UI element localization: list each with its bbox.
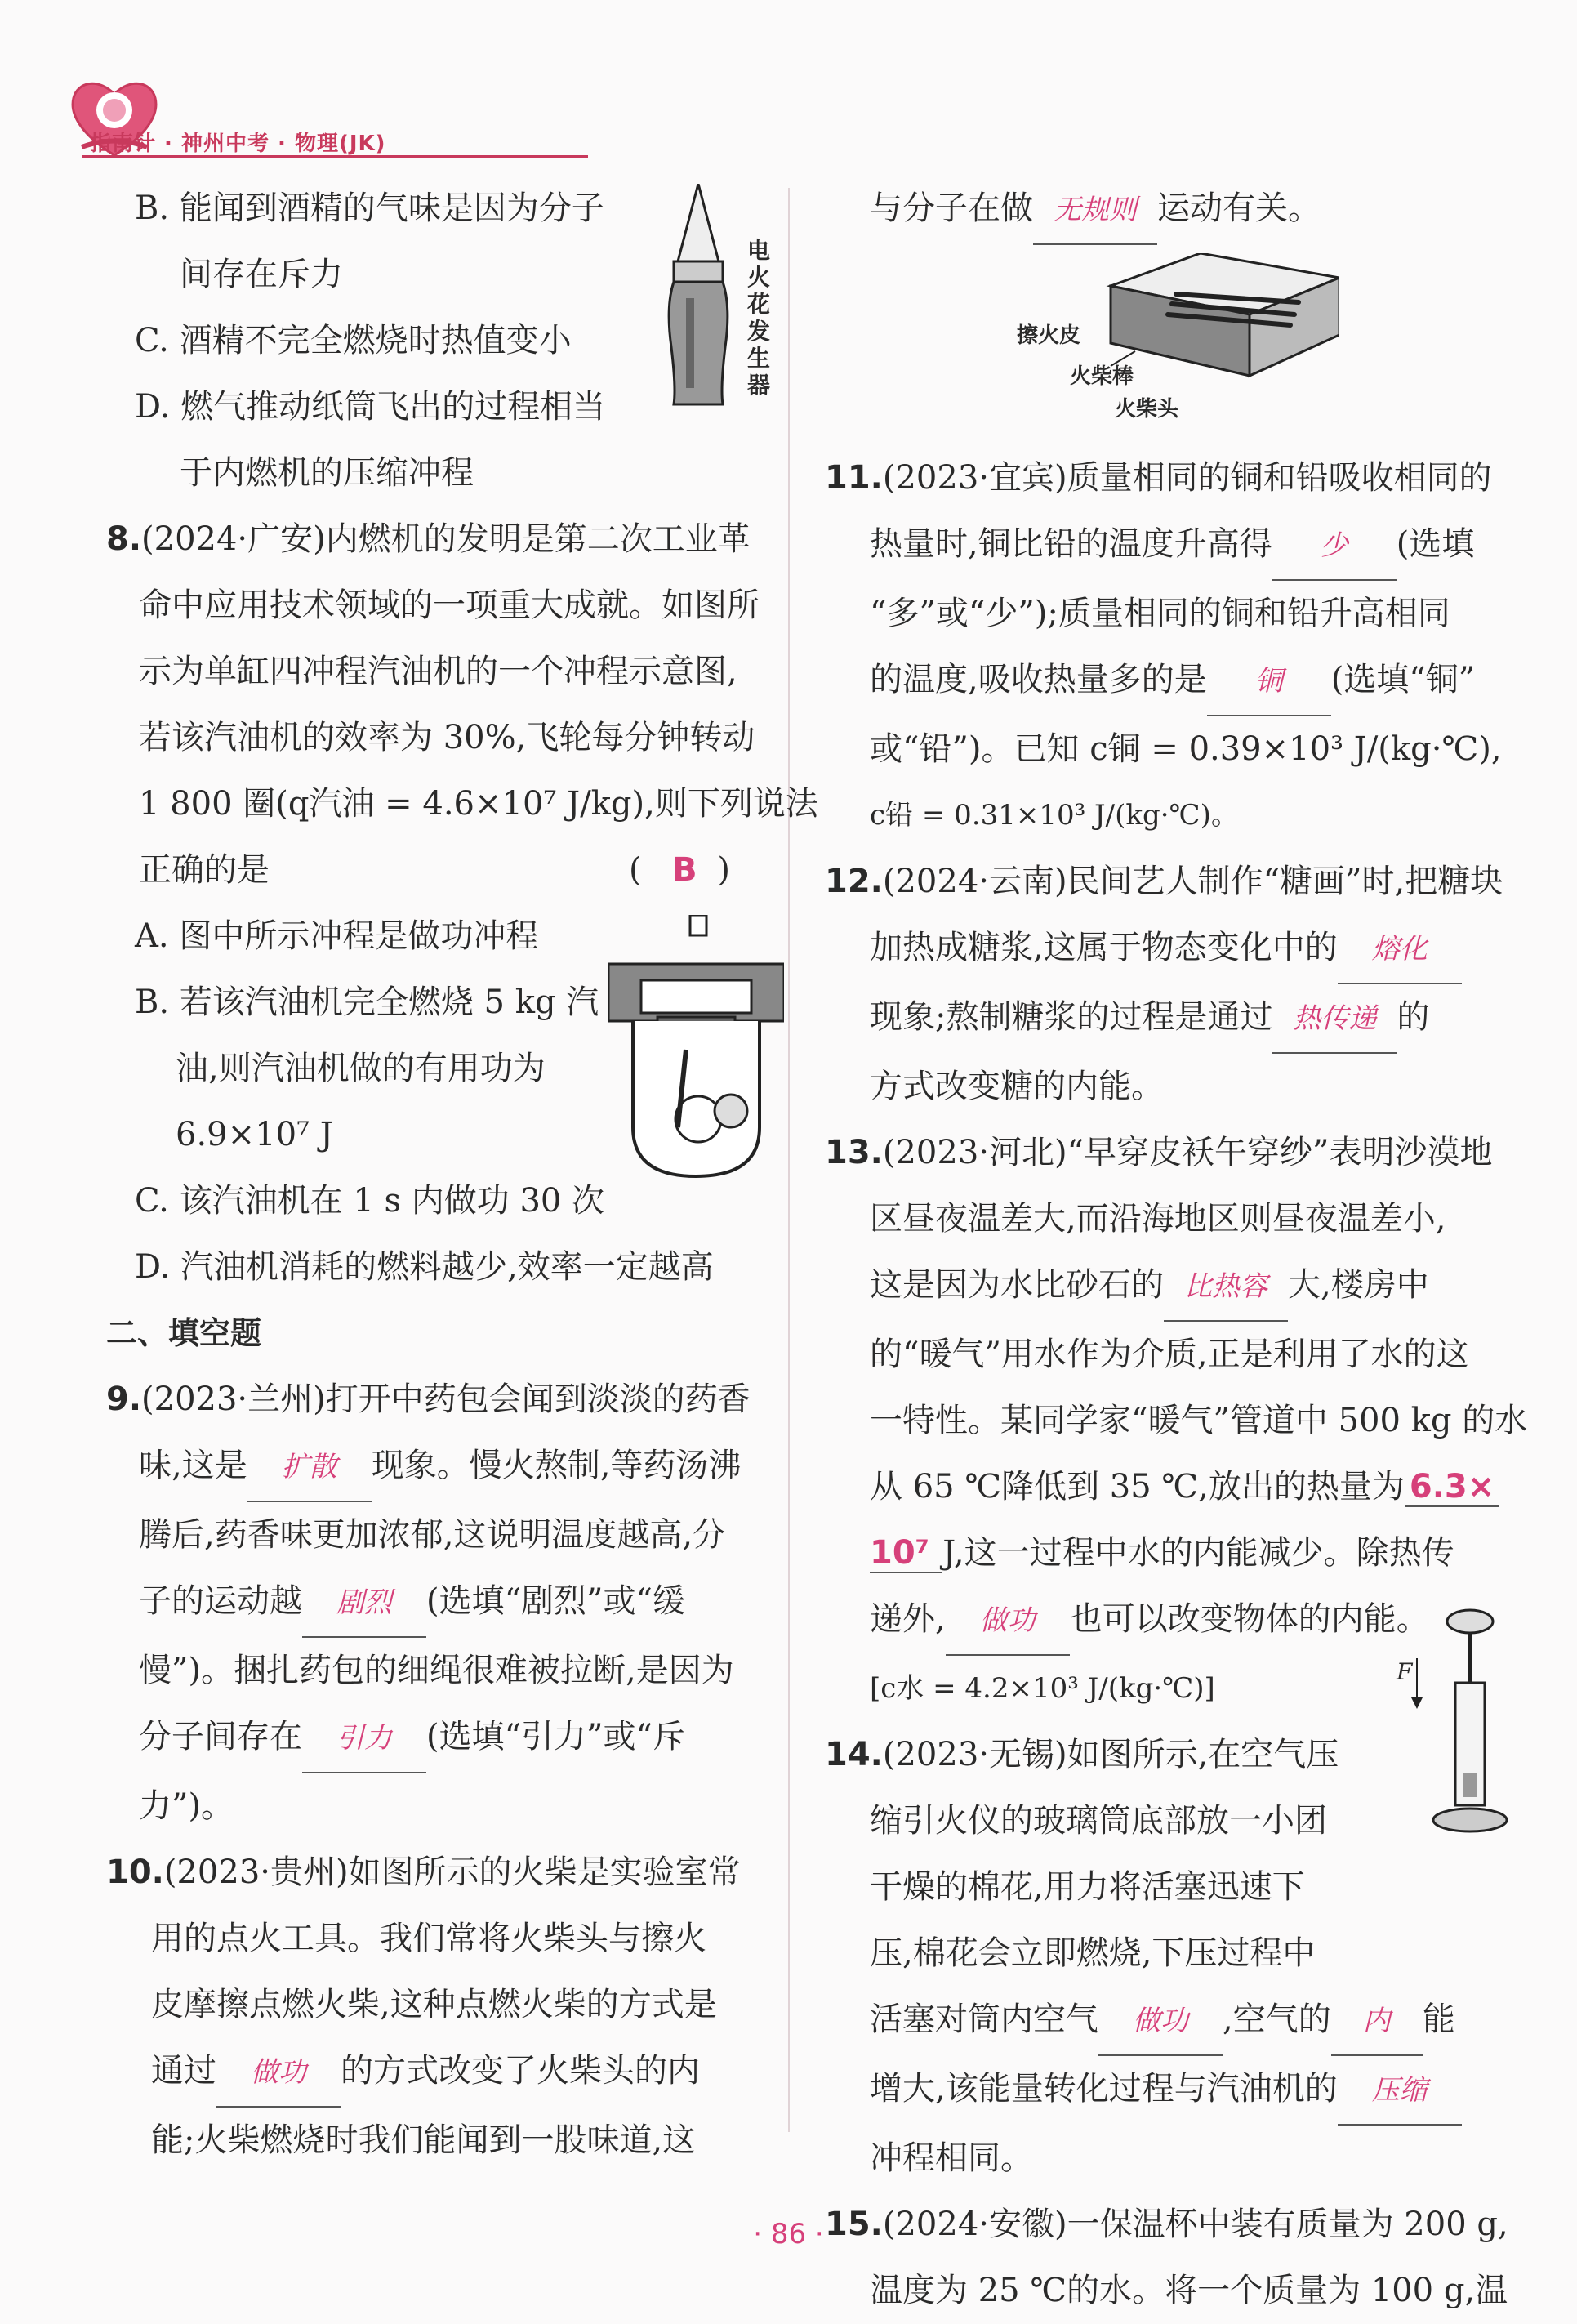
q9-text: (选填“引力”或“斥 <box>426 1718 685 1755</box>
q11-answer-1: 少 <box>1272 513 1397 581</box>
q10-line <box>106 1840 809 1906</box>
q13-text: 从 65 ℃降低到 35 ℃,放出的热量为 <box>870 1468 1405 1505</box>
q9-line: 力”)。 <box>139 1787 234 1825</box>
q13-line: 一特性。某同学家“暖气”管道中 500 kg 的水 <box>870 1402 1528 1439</box>
q13-answer-1: 比热容 <box>1164 1254 1288 1322</box>
q13-line <box>825 1454 1503 1520</box>
q14-line: 缩引火仪的玻璃筒底部放一小团 <box>870 1802 1327 1840</box>
q14-line: 冲程相同。 <box>870 2139 1033 2177</box>
q13-text: J,这一过程中水的内能减少。除热传 <box>942 1534 1454 1572</box>
q14-answer-2: 内 <box>1331 1988 1423 2056</box>
page-header <box>65 69 1127 176</box>
q11-text: (选填 <box>1396 525 1475 563</box>
q9-answer-2: 剧烈 <box>302 1570 426 1638</box>
q14-text: 活塞对筒内空气 <box>870 2001 1098 2038</box>
q9-text: 子的运动越 <box>139 1582 302 1620</box>
q10-text: 的方式改变了火柴头的内 <box>341 2052 700 2090</box>
air-compression-igniter-figure <box>1405 1601 1511 1838</box>
q10-text: 与分子在做 <box>870 190 1033 227</box>
q10-line <box>825 176 1503 245</box>
q7-option-b-cont: 间存在斥力 <box>180 256 343 293</box>
q7-option-c: C. 酒精不完全燃烧时热值变小 <box>135 322 572 359</box>
q7-option-b: B. 能闻到酒精的气味是因为分子 <box>135 190 604 227</box>
q14-answer-1: 做功 <box>1098 1988 1223 2056</box>
q14-text: ,空气的 <box>1223 2001 1331 2038</box>
q13-line <box>825 1120 1503 1186</box>
q10-text: 运动有关。 <box>1157 190 1321 227</box>
q11-line: “多”或“少”);质量相同的铜和铅升高相同 <box>870 595 1450 632</box>
q11-text: 热量时,铜比铅的温度升高得 <box>870 525 1272 563</box>
q12-number: 12. <box>825 863 883 900</box>
q14-line <box>825 1722 1503 1788</box>
q13-line: 的“暖气”用水作为介质,正是利用了水的这 <box>870 1336 1469 1373</box>
force-label: F <box>1397 1658 1413 1685</box>
q11-text: (2023·宜宾)质量相同的铜和铅吸收相同的 <box>882 459 1492 497</box>
q9-text: 分子间存在 <box>139 1718 302 1755</box>
q14-line <box>825 2056 1503 2126</box>
q8-option-d: D. 汽油机消耗的燃料越少,效率一定越高 <box>135 1248 714 1286</box>
q8-line <box>106 506 809 573</box>
q11-line <box>825 511 1503 581</box>
q14-text: (2023·无锡)如图所示,在空气压 <box>882 1736 1339 1773</box>
q8-line: 正确的是 ( B ) <box>106 837 809 903</box>
q14-text: 能 <box>1422 2001 1455 2038</box>
q14-line: 压,棉花会立即燃烧,下压过程中 <box>870 1934 1316 1972</box>
q10-number: 10. <box>106 1853 164 1891</box>
q11-answer-2: 铜 <box>1207 649 1331 716</box>
q10-line <box>106 2038 809 2108</box>
q9-line <box>106 1704 809 1773</box>
q8-line: 示为单缸四冲程汽油机的一个冲程示意图, <box>139 653 737 690</box>
q12-line: 方式改变糖的内能。 <box>870 1068 1164 1105</box>
q8-line: 若该汽油机的效率为 30%,飞轮每分钟转动 <box>139 719 755 756</box>
matchbox-label-striker: 擦火皮 <box>1017 323 1081 348</box>
q13-line <box>825 1520 1503 1586</box>
q12-text: (2024·云南)民间艺人制作“糖画”时,把糖块 <box>882 863 1503 900</box>
q12-text: 加热成糖浆,这属于物态变化中的 <box>870 929 1338 966</box>
q13-text: 这是因为水比砂石的 <box>870 1266 1164 1304</box>
q14-answer-3: 压缩 <box>1338 2058 1462 2126</box>
q7-option-d-cont: 于内燃机的压缩冲程 <box>180 454 474 492</box>
q13-text: (2023·河北)“早穿皮袄午穿纱”表明沙漠地 <box>882 1134 1493 1171</box>
q11-line <box>825 445 1503 511</box>
q15-line: 温度为 25 ℃的水。将一个质量为 100 g,温 <box>870 2272 1508 2309</box>
q12-line <box>825 984 1503 1054</box>
q13-line <box>825 1252 1503 1322</box>
header-title: 指南针 · 神州中考 · 物理(JK) <box>90 132 386 156</box>
q9-answer-1: 扩散 <box>247 1434 372 1502</box>
q9-text: 现象。慢火熬制,等药汤沸 <box>371 1447 742 1484</box>
q11-text: 的温度,吸收热量多的是 <box>870 661 1207 698</box>
q11-line: c铅 = 0.31×10³ J/(kg·℃)。 <box>870 799 1239 832</box>
right-column <box>825 176 1528 2324</box>
page-number: · 86 · <box>753 2218 824 2250</box>
q10-line: 能;火柴燃烧时我们能闻到一股味道,这 <box>151 2121 696 2159</box>
q13-line <box>825 1586 1503 1656</box>
q10-answer-1: 做功 <box>216 2040 341 2108</box>
q12-text: 的 <box>1397 998 1430 1036</box>
q8-option-b-cont: 6.9×10⁷ J <box>176 1116 333 1153</box>
matchbox-figure <box>1103 253 1339 384</box>
q9-text: (2023·兰州)打开中药包会闻到淡淡的药香 <box>141 1381 751 1418</box>
q7-option-d: D. 燃气推动纸筒飞出的过程相当 <box>135 388 606 426</box>
q13-answer-2a: 6.3× <box>1405 1468 1499 1507</box>
q12-answer-2: 热传递 <box>1272 986 1397 1054</box>
q13-text: 递外, <box>870 1600 946 1638</box>
q9-number: 9. <box>106 1381 142 1418</box>
engine-cylinder-figure <box>608 915 784 1184</box>
q10-text: (2023·贵州)如图所示的火柴是实验室常 <box>163 1853 741 1891</box>
q9-answer-3: 引力 <box>302 1706 426 1773</box>
q10-line: 皮摩擦点燃火柴,这种点燃火柴的方式是 <box>151 1986 717 2023</box>
q12-line <box>825 849 1503 915</box>
q8-text: 正确的是 <box>139 851 270 889</box>
q12-answer-1: 熔化 <box>1338 917 1462 984</box>
q8-number: 8. <box>106 520 142 558</box>
q15-text: (2024·安徽)一保温杯中装有质量为 200 g, <box>882 2206 1508 2243</box>
q14-line: 干燥的棉花,用力将活塞迅速下 <box>870 1868 1305 1906</box>
q9-line <box>106 1568 809 1638</box>
q13-text: 也可以改变物体的内能。 <box>1069 1600 1429 1638</box>
q8-option-b: B. 若该汽油机完全燃烧 5 kg 汽 <box>135 984 599 1021</box>
q11-text: (选填“铜” <box>1330 661 1476 698</box>
matchbox-label-stick: 火柴棒 <box>1070 364 1134 389</box>
spark-generator-label: 电火花发生器 <box>747 237 771 399</box>
q11-line: 或“铅”)。已知 c铜 = 0.39×10³ J/(kg·℃), <box>870 730 1502 768</box>
section-heading: 二、填空题 <box>106 1315 262 1351</box>
q13-number: 13. <box>825 1134 883 1171</box>
q10-line: 用的点火工具。我们常将火柴头与擦火 <box>151 1920 706 1957</box>
q14-number: 14. <box>825 1736 883 1773</box>
q9-line: 慢”)。捆扎药包的细绳很难被拉断,是因为 <box>139 1652 734 1689</box>
q9-text: 味,这是 <box>139 1447 247 1484</box>
q12-line <box>825 915 1503 984</box>
q11-number: 11. <box>825 459 883 497</box>
q13-answer-3: 做功 <box>946 1588 1070 1656</box>
q11-line <box>825 647 1503 716</box>
q8-answer: B <box>672 851 697 889</box>
q12-text: 现象;熬制糖浆的过程是通过 <box>870 998 1273 1036</box>
q8-option-c: C. 该汽油机在 1 s 内做功 30 次 <box>135 1182 605 1220</box>
q14-text: 增大,该能量转化过程与汽油机的 <box>870 2070 1338 2108</box>
q8-text: (2024·广安)内燃机的发明是第二次工业革 <box>141 520 751 558</box>
q9-line: 腾后,药香味更加浓郁,这说明温度越高,分 <box>139 1516 726 1554</box>
q9-line <box>106 1367 809 1433</box>
q14-line <box>825 1987 1503 2056</box>
q15-number: 15. <box>825 2206 883 2243</box>
q8-option-b-cont: 油,则汽油机做的有用功为 <box>176 1050 546 1087</box>
q13-text: 大,楼房中 <box>1288 1266 1429 1304</box>
q8-option-a: A. 图中所示冲程是做功冲程 <box>135 917 539 955</box>
q8-line: 命中应用技术领域的一项重大成就。如图所 <box>139 587 760 624</box>
q9-line <box>106 1433 809 1502</box>
q10-text: 通过 <box>151 2052 216 2090</box>
q13-line: 区昼夜温差大,而沿海地区则昼夜温差小, <box>870 1200 1446 1238</box>
q13-answer-2b: 10⁷ <box>870 1534 942 1573</box>
q8-line: 1 800 圈(q汽油 = 4.6×10⁷ J/kg),则下列说法 <box>139 785 818 823</box>
matchbox-label-head: 火柴头 <box>1115 397 1179 422</box>
q9-text: (选填“剧烈”或“缓 <box>426 1582 685 1620</box>
q10-answer-2: 无规则 <box>1033 177 1157 245</box>
q13-line: [c水 = 4.2×10³ J/(kg·℃)] <box>870 1672 1215 1705</box>
